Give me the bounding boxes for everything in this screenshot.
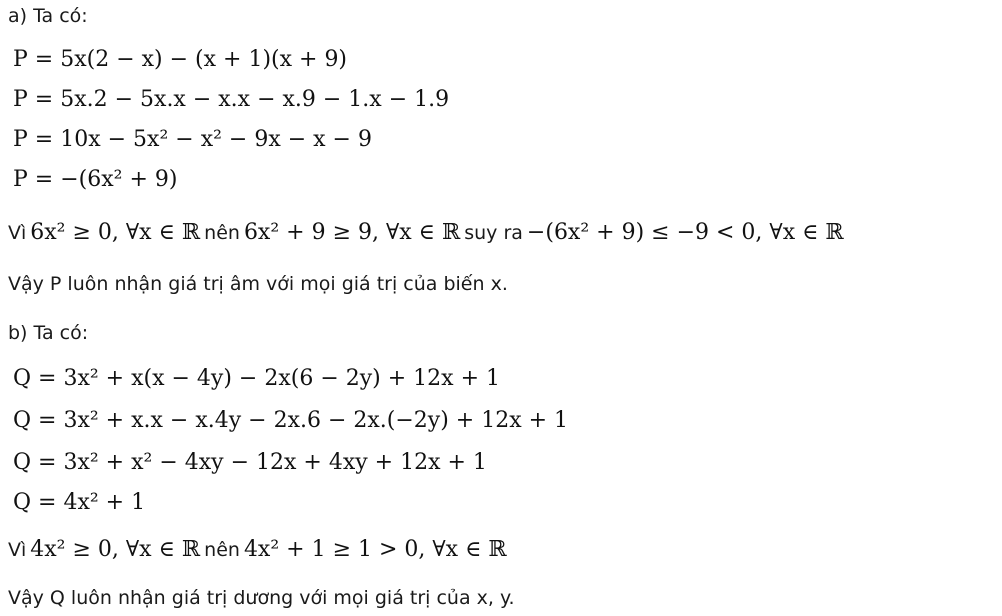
reason-expr-2: 4x² + 1 ≥ 1 > 0, ∀x ∈ ℝ: [243, 537, 507, 562]
part-b-conclusion: Vậy Q luôn nhận giá trị dương với mọi giá trị của x, y.: [8, 587, 515, 609]
part-a-equation-3: P = 10x − 5x² − x² − 9x − x − 9: [13, 127, 372, 152]
reason-expr-2: 6x² + 9 ≥ 9, ∀x ∈ ℝ: [243, 220, 461, 245]
part-b-equation-1: Q = 3x² + x(x − 4y) − 2x(6 − 2y) + 12x + 1: [13, 366, 500, 391]
reason-expr-1: 6x² ≥ 0, ∀x ∈ ℝ: [30, 220, 201, 245]
reason-expr-1: 4x² ≥ 0, ∀x ∈ ℝ: [30, 537, 201, 562]
part-a-equation-2: P = 5x.2 − 5x.x − x.x − x.9 − 1.x − 1.9: [13, 87, 450, 112]
part-b-heading: b) Ta có:: [8, 322, 89, 344]
part-a-equation-1: P = 5x(2 − x) − (x + 1)(x + 9): [13, 47, 348, 72]
reason-nen: nên: [204, 539, 240, 561]
reason-suy-ra: suy ra: [464, 222, 523, 244]
part-b-reasoning: [8, 535, 507, 567]
part-a-heading: a) Ta có:: [8, 5, 88, 27]
part-a-reasoning: [8, 218, 844, 250]
reason-vi: Vì: [8, 539, 27, 561]
part-b-equation-3: Q = 3x² + x² − 4xy − 12x + 4xy + 12x + 1: [13, 450, 487, 475]
part-a-equation-4: P = −(6x² + 9): [13, 167, 178, 192]
reason-expr-3: −(6x² + 9) ≤ −9 < 0, ∀x ∈ ℝ: [526, 220, 844, 245]
part-b-equation-2: Q = 3x² + x.x − x.4y − 2x.6 − 2x.(−2y) + 12x + 1: [13, 408, 569, 433]
part-a-conclusion: Vậy P luôn nhận giá trị âm với mọi giá trị của biến x.: [8, 273, 508, 295]
part-b-equation-4: Q = 4x² + 1: [13, 490, 146, 515]
reason-vi: Vì: [8, 222, 27, 244]
reason-nen: nên: [204, 222, 240, 244]
